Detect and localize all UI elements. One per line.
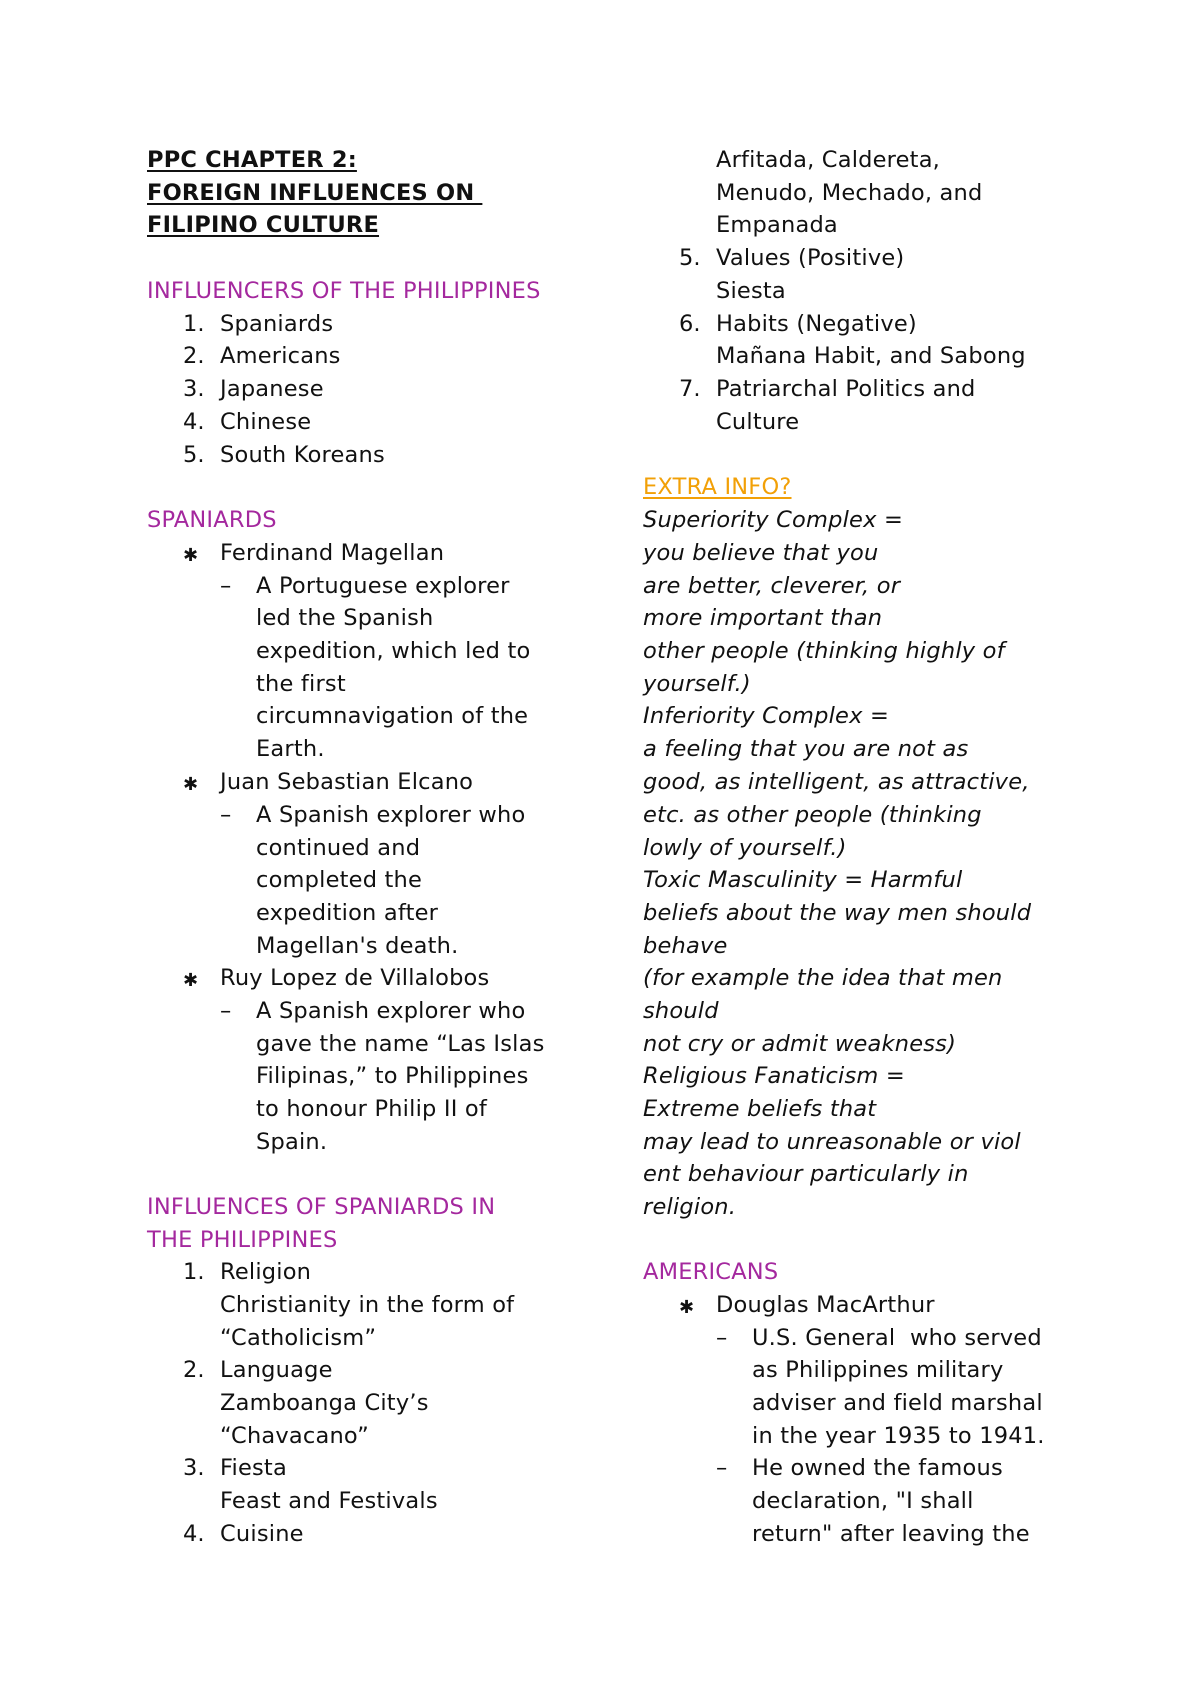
explorer-name: Juan Sebastian Elcano [220, 769, 474, 795]
explorer-detail: expedition after [256, 900, 439, 926]
influencer-item: Americans [220, 343, 341, 369]
explorer-detail: gave the name “Las Islas [256, 1031, 545, 1057]
extra-info-line: may lead to unreasonable or viol [643, 1129, 1021, 1155]
influence-detail: Feast and Festivals [220, 1488, 438, 1514]
explorer-detail: completed the [256, 867, 423, 893]
extra-info-line: Superiority Complex = [643, 507, 904, 533]
dash-marker: – [716, 1455, 728, 1481]
bullet-star-icon: ✱ [183, 774, 199, 795]
explorer-name: Ruy Lopez de Villalobos [220, 965, 490, 991]
chapter-title-line-1: PPC CHAPTER 2: [147, 147, 357, 173]
list-number: 5. [183, 442, 205, 468]
explorer-detail: Filipinas,” to Philippines [256, 1063, 529, 1089]
extra-info-line: Toxic Masculinity = Harmful [643, 867, 963, 893]
list-number: 1. [183, 311, 205, 337]
american-detail: He owned the famous [752, 1455, 1003, 1481]
list-number: 7. [679, 376, 701, 402]
extra-info-line: behave [643, 933, 728, 959]
extra-info-line: lowly of yourself.) [643, 835, 847, 861]
explorer-detail: led the Spanish [256, 605, 434, 631]
list-number: 4. [183, 1521, 205, 1547]
list-number: 1. [183, 1259, 205, 1285]
spaniards-heading: SPANIARDS [147, 507, 277, 533]
influence-label: Habits (Negative) [716, 311, 917, 337]
extra-info-line: more important than [643, 605, 883, 631]
extra-info-line: yourself.) [643, 671, 751, 697]
influence-label: Values (Positive) [716, 245, 905, 271]
explorer-detail: circumnavigation of the [256, 703, 529, 729]
extra-info-line: (for example the idea that men [643, 965, 1003, 991]
extra-info-line: Inferiority Complex = [643, 703, 890, 729]
cuisine-detail: Empanada [716, 212, 838, 238]
explorer-detail: A Portuguese explorer [256, 573, 510, 599]
dash-marker: – [716, 1325, 728, 1351]
influence-detail: “Catholicism” [220, 1325, 377, 1351]
extra-info-line: religion. [643, 1194, 737, 1220]
list-number: 2. [183, 1357, 205, 1383]
influence-label: Language [220, 1357, 333, 1383]
list-number: 3. [183, 376, 205, 402]
cuisine-detail: Menudo, Mechado, and [716, 180, 983, 206]
explorer-name: Ferdinand Magellan [220, 540, 445, 566]
american-name: Douglas MacArthur [716, 1292, 935, 1318]
american-detail: U.S. General who served [752, 1325, 1042, 1351]
chapter-title-line-2: FOREIGN INFLUENCES ON [147, 180, 483, 206]
extra-info-line: beliefs about the way men should [643, 900, 1032, 926]
influence-detail: Christianity in the form of [220, 1292, 515, 1318]
influence-detail: Zamboanga City’s [220, 1390, 429, 1416]
extra-info-line: other people (thinking highly of [643, 638, 1005, 664]
american-detail: return" after leaving the [752, 1521, 1030, 1547]
extra-info-line: a feeling that you are not as [643, 736, 969, 762]
influencer-item: South Koreans [220, 442, 385, 468]
american-detail: adviser and field marshal [752, 1390, 1043, 1416]
bullet-star-icon: ✱ [183, 545, 199, 566]
explorer-detail: to honour Philip II of [256, 1096, 487, 1122]
explorer-detail: Spain. [256, 1129, 328, 1155]
chapter-title-line-3: FILIPINO CULTURE [147, 212, 380, 238]
influence-label: Fiesta [220, 1455, 287, 1481]
explorer-detail: continued and [256, 835, 421, 861]
extra-info-line: Religious Fanaticism = [643, 1063, 905, 1089]
influence-detail: Mañana Habit, and Sabong [716, 343, 1026, 369]
extra-info-line: good, as intelligent, as attractive, [643, 769, 1030, 795]
extra-info-heading: EXTRA INFO? [643, 474, 792, 500]
explorer-detail: A Spanish explorer who [256, 998, 526, 1024]
extra-info-line: ent behaviour particularly in [643, 1161, 969, 1187]
influence-detail: Culture [716, 409, 800, 435]
extra-info-line: etc. as other people (thinking [643, 802, 982, 828]
explorer-detail: Earth. [256, 736, 325, 762]
extra-info-line: not cry or admit weakness) [643, 1031, 957, 1057]
influencers-heading: INFLUENCERS OF THE PHILIPPINES [147, 278, 541, 304]
list-number: 2. [183, 343, 205, 369]
explorer-detail: the first [256, 671, 346, 697]
bullet-star-icon: ✱ [183, 970, 199, 991]
american-detail: as Philippines military [752, 1357, 1004, 1383]
americans-heading: AMERICANS [643, 1259, 779, 1285]
extra-info-line: Extreme beliefs that [643, 1096, 877, 1122]
influence-label: Religion [220, 1259, 312, 1285]
list-number: 5. [679, 245, 701, 271]
dash-marker: – [220, 802, 232, 828]
american-detail: declaration, "I shall [752, 1488, 974, 1514]
influence-label: Cuisine [220, 1521, 304, 1547]
extra-info-line: are better, cleverer, or [643, 573, 901, 599]
american-detail: in the year 1935 to 1941. [752, 1423, 1045, 1449]
influencer-item: Chinese [220, 409, 312, 435]
list-number: 6. [679, 311, 701, 337]
explorer-detail: A Spanish explorer who [256, 802, 526, 828]
influences-heading-line-2: THE PHILIPPINES [147, 1227, 338, 1253]
explorer-detail: Magellan's death. [256, 933, 459, 959]
cuisine-detail: Arfitada, Caldereta, [716, 147, 941, 173]
influence-label: Patriarchal Politics and [716, 376, 976, 402]
influences-heading-line-1: INFLUENCES OF SPANIARDS IN [147, 1194, 496, 1220]
influencer-item: Japanese [220, 376, 324, 402]
extra-info-line: should [643, 998, 719, 1024]
extra-info-line: you believe that you [643, 540, 879, 566]
explorer-detail: expedition, which led to [256, 638, 531, 664]
dash-marker: – [220, 573, 232, 599]
bullet-star-icon: ✱ [679, 1297, 695, 1318]
influencer-item: Spaniards [220, 311, 334, 337]
list-number: 4. [183, 409, 205, 435]
dash-marker: – [220, 998, 232, 1024]
influence-detail: “Chavacano” [220, 1423, 369, 1449]
list-number: 3. [183, 1455, 205, 1481]
influence-detail: Siesta [716, 278, 786, 304]
